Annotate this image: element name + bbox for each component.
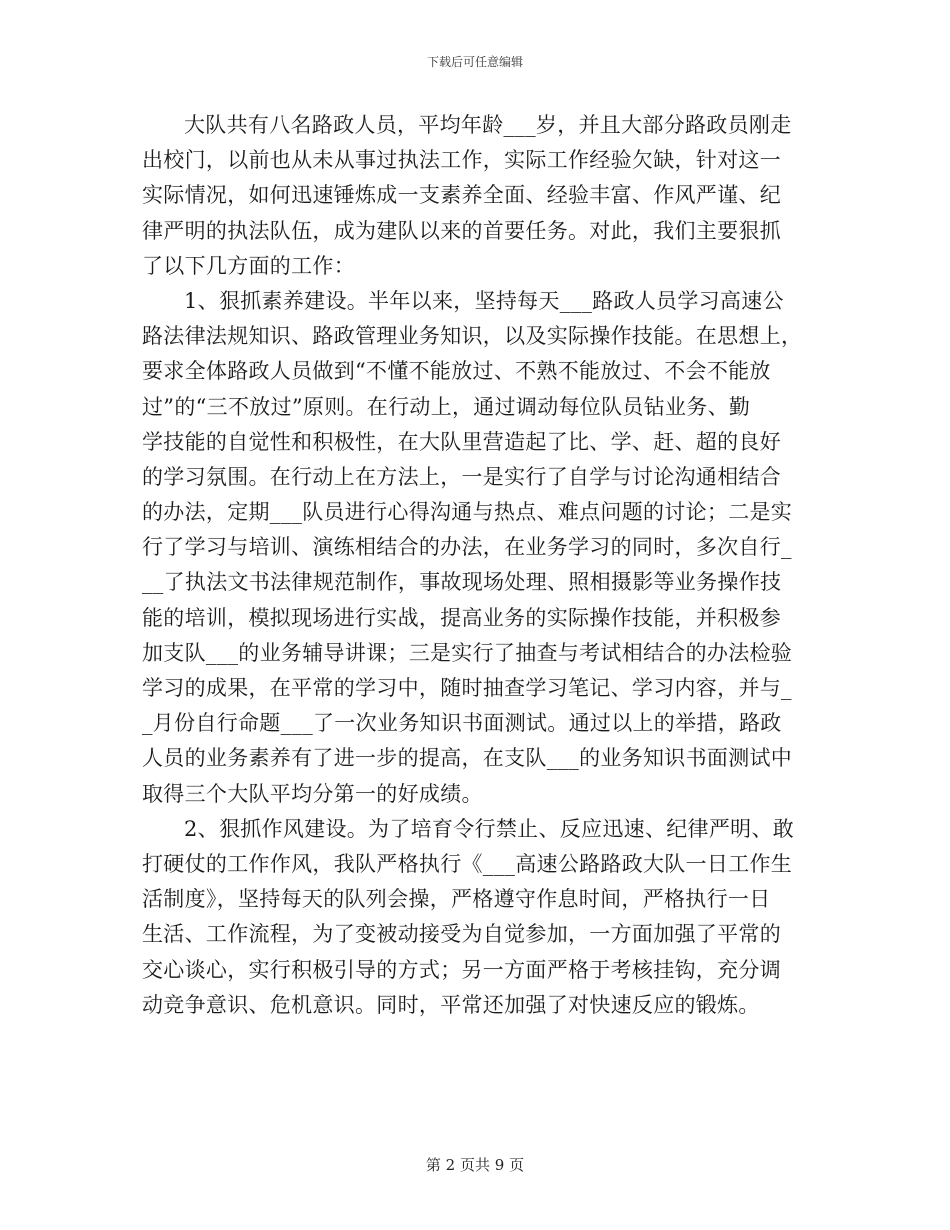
text-line: 出校门，以前也从未从事过执法工作，实际工作经验欠缺，针对这一	[142, 148, 781, 173]
text-line: 行了学习与培训、演练相结合的办法，在业务学习的同时，多次自行_	[142, 535, 792, 560]
text-line: __了执法文书法律规范制作，事故现场处理、照相摄影等业务操作技	[142, 570, 782, 595]
text-line: 路法律法规知识、路政管理业务知识，以及实际操作技能。在思想上，	[142, 324, 803, 349]
text-line: 的办法，定期___队员进行心得沟通与热点、难点问题的讨论；二是实	[142, 500, 793, 525]
text-line: 人员的业务素养有了进一步的提高，在支队___的业务知识书面测试中	[142, 746, 793, 771]
text-line: 打硬仗的工作作风，我队严格执行《___高速公路路政大队一日工作生	[142, 851, 793, 876]
paragraph-1	[142, 108, 808, 284]
text-line: 2、狠抓作风建设。为了培育令行禁止、反应迅速、纪律严明、敢	[184, 816, 795, 841]
text-line: 能的培训，模拟现场进行实战，提高业务的实际操作技能，并积极参	[142, 605, 781, 630]
text-line: 加支队___的业务辅导讲课；三是实行了抽查与考试相结合的办法检验	[142, 640, 793, 665]
text-line: 了以下几方面的工作：	[142, 253, 355, 278]
paragraph-2	[142, 284, 808, 812]
text-line: 要求全体路政人员做到“不懂不能放过、不熟不能放过、不会不能放	[142, 359, 771, 384]
text-line: 生活、工作流程，为了变被动接受为自觉参加，一方面加强了平常的	[142, 922, 781, 947]
paragraph-3	[142, 812, 808, 1023]
text-line: 交心谈心，实行积极引导的方式；另一方面严格于考核挂钩，充分调	[142, 957, 781, 982]
text-line: _月份自行命题___了一次业务知识书面测试。通过以上的举措，路政	[142, 711, 782, 736]
text-line: 动竞争意识、危机意识。同时，平常还加强了对快速反应的锻炼。	[142, 992, 760, 1017]
text-line: 取得三个大队平均分第一的好成绩。	[142, 781, 483, 806]
text-line: 学习的成果，在平常的学习中，随时抽查学习笔记、学习内容，并与_	[142, 676, 792, 700]
text-line: 大队共有八名路政人员，平均年龄___岁，并且大部分路政员刚走	[184, 113, 792, 137]
text-line: 的学习氛围。在行动上在方法上，一是实行了自学与讨论沟通相结合	[142, 464, 781, 489]
page-number: 第 2 页共 9 页	[425, 1156, 525, 1174]
document-body	[142, 108, 808, 1023]
page-header: 下载后可任意编辑	[426, 55, 523, 69]
text-line: 律严明的执法队伍，成为建队以来的首要任务。对此，我们主要狠抓	[142, 218, 781, 243]
text-line: 过”的“三不放过”原则。在行动上，通过调动每位队员钻业务、勤	[142, 394, 751, 419]
text-line: 学技能的自觉性和积极性，在大队里营造起了比、学、赶、超的良好	[142, 429, 781, 454]
text-line: 活制度》，坚持每天的队列会操，严格遵守作息时间，严格执行一日	[142, 887, 771, 912]
text-line: 1、狠抓素养建设。半年以来，坚持每天___路政人员学习高速公	[184, 288, 784, 313]
text-line: 实际情况，如何迅速锤炼成一支素养全面、经验丰富、作风严谨、纪	[142, 183, 781, 208]
